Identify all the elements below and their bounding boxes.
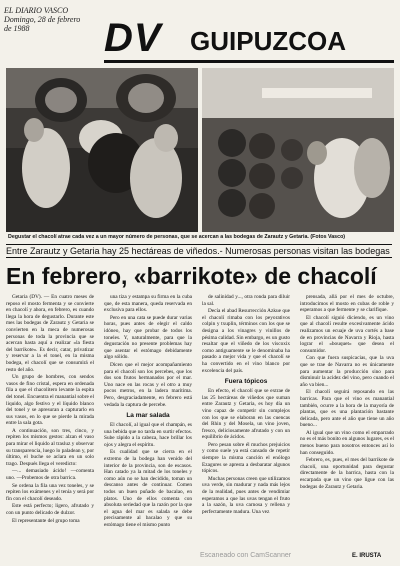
article-subheadline: Entre Zarautz y Getaria hay 25 hectáreas de viñedos.- Numerosas personas visitan las bodegas xyxy=(6,244,392,258)
paragraph: El chacolí, al igual que el champán, es una bebida que no tarda en surtir efectos. Sube rápido a la cabeza, hace brillar los ojos y alegra el espíritu. xyxy=(104,422,192,448)
paragraph: Este está perfecto; ligero, afrutado y con un punto delicado de dulzor. xyxy=(6,503,94,516)
paragraph: El chacolí siguió diciendo, es un vino que al chacolí resulte excesivamente ácido realizamos un ecuaje de uva cortés a base de en provincias de Navarra y Rioja, hasta lograr el «bouquet» que desea el consumidor. xyxy=(300,314,394,354)
paragraph: Febrero, es, pues, el mes del barrikote de chacolí, una oportunidad para degustar directamente de la barrica, hasta con la escarpada que un vino que ligue con las bodegas de Zarautz y Getaria. xyxy=(300,457,394,490)
paragraph: Pero en una cata se puede durar varias horas, pues antes de elegir el caldo idóneo, hay que probar de todos los toneles. Y, naturalmente, para que la degustación no presente problemas hay que asentar el estómago debidamente algo sólido. xyxy=(104,314,192,361)
paragraph: A continuación, son tres, cinco, y repiten los mismos gestos: alzan el vaso para mirar el liquido al trasluz y observar su transparencia, luego lo paladean y, por último, el buche se aclara en un solo trago. Después llega el veredicto: xyxy=(6,427,94,467)
paragraph: una tiza y estampa su firma en la cuba que, de esta manera, queda reservada en exclusiva para ellos. xyxy=(104,294,192,314)
section-region-title: GUIPUZCOA xyxy=(190,26,346,56)
paragraph: prensada, allá por el mes de octubre, introducimos el mosto en cubas de roble y esperamos a que fermente y se clarifique. xyxy=(300,294,394,314)
article-column-1 xyxy=(6,294,94,552)
paragraph: Muchas personas creen que utilizamos uva verde, sin madurar y nada más lejos de la realidad, pues antes de vendimiar esperamos a que las uvas tengan el fruto a la sazón, la uva carnosa y rellena y perfectamente madura. Una vez xyxy=(202,475,290,515)
paragraph: —... demasiado ácido! —comenta uno. —Probemos de otra barrica. xyxy=(6,468,94,482)
handwritten-date-note xyxy=(4,6,100,33)
author-signature: E. IRUSTA xyxy=(352,553,382,559)
section-subheading: La mar salada xyxy=(126,412,170,420)
photo-caption: Degustar el chacolí atrae cada vez a un mayor número de personas, que se acercan a las bodegas de Zarautz y Getaria. (Fotos Vasco) xyxy=(8,234,346,240)
paragraph: Al igual que un vino como el emparrado no es el más bonito en algunos lugares, es el menos bueno para nosotros entonces así lo han conseguido. xyxy=(300,429,394,456)
photo-bodega-left xyxy=(6,68,198,232)
paragraph: de salinidad y..., otra ronda para diluir la sal. xyxy=(202,294,290,307)
paragraph: El representante del grupo toma xyxy=(12,517,80,524)
photo-bodega-right xyxy=(202,68,394,232)
note-line: de 1988 xyxy=(4,24,30,33)
section-subheading: Fuera tópicos xyxy=(224,378,268,386)
paragraph: Pero pesan sobre él muchos prejuicios y como suele ya está cansado de repetir siempre la misma canción el enólogo Ezagures se apresta a desbaratar algunos tópicos. xyxy=(202,441,290,475)
paragraph: Con que fuera suspicacias, que la uva que se trae de Navarra no es únicamente para aumentar la producción sino para disminuir la acidez del vino, pero cuando el año va bien... xyxy=(300,355,394,388)
masthead-rule xyxy=(104,60,394,63)
article-column-2 xyxy=(104,294,192,552)
paragraph: En efecto, el chacolí que se extrae de las 25 hectáreas de viñedos que suman entre Zarautz y Getaria, es hoy día un vino capaz de competir sin complejos con los que se elaboran en las cuencas del Rhin y del Mosela, un vino joven, fresco, deliciosamente afrutado y con un equilibrio de ácidos. xyxy=(202,388,290,441)
paragraph: El chacolí seguirá reposando en las barricas. Para que el vino es manantial también, ocurre a la hora de la mayoría de plantas, que es una plantación bastante delicada, pero ante el año que tiene un año bueno... xyxy=(300,389,394,429)
paragraph: Getaria (DV). — En cuatro meses de reposo el mosto fermenta y se convierte en chacolí y ahora, en febrero, es cuando llega la hora de degustarlo. Durante este mes las bodegas de Zarautz y Getaria se convierten en la meca de numerosas personas de toda la provincia que se acercan hasta aquí a realizar «la fiesta del barrikote». Es decir, catar, privatizar y reservar a la el tonel, en la misma bodega, el chacolí que se consumirá el resto del año. xyxy=(6,294,94,373)
paragraph: Se ordena la fila una vez toneles, y se repiten los exámenes y el tenía y será por fin con el chacolí deseado. xyxy=(6,482,94,502)
paragraph: Decía el abad Resurrección Azkue que el chacolí rimaba con los peyorativos colpin y txuplin, términos con los que se designa a los vinagres y vinillos de pésima calidad. Sin embargo, es un gusto resaltar que el viñedo de los viscoxix como antiguamente se le denominaba ha pasado a mejor vida y que el chacolí se ha convertido en el vino blanco por excelencia del país. xyxy=(202,308,290,374)
scanner-watermark: Escaneado con CamScanner xyxy=(200,552,292,559)
paragraph: Es cualidad que se cierra en el extremo de la bodega han venido del interior de la provincia, son de escasos. Han catado ya la mitad de los toneles y como aún no se han decidido, toman un descanso antes de continuar. Comen todos un buen puñado de bacalao, en platos. Uno de ellos comenta con absoluta seriedad que la razón por la que el agua del mar es salada se debe precisamente al bacalao y que su estómago tiene el mismo punto xyxy=(104,449,192,528)
paragraph: Dicen que el mejor acompañamiento para el chacolí son los percebes, que los dos son frutos hermanados por el mar. Uno nace en las rocas y el otro a muy pocos metros, en la ladera marítima. Pero, desgraciadamente, en febrero está vedada la captura de percebe. xyxy=(104,361,192,408)
note-line: Domingo, 28 de febrero xyxy=(4,15,81,24)
article-column-4 xyxy=(300,294,394,552)
newspaper-logo: DV xyxy=(104,16,162,60)
note-line: EL DIARIO VASCO xyxy=(4,6,69,15)
article-headline: En febrero, «barrikote» de chacolí xyxy=(6,263,377,289)
article-column-3 xyxy=(202,294,290,552)
paragraph: Un grupo de hombres, con sendos vasos de fino cristal, espera en ordenada fila a que el chacolitero levante la espita del tonel. Encuentra el manantial sobre el liquido, algo festivo y el líquido blanco del tonel y se apresuran a capturarlo en sus vasos, en lo que se pierde la mirada entre la sala gota. xyxy=(6,374,94,427)
